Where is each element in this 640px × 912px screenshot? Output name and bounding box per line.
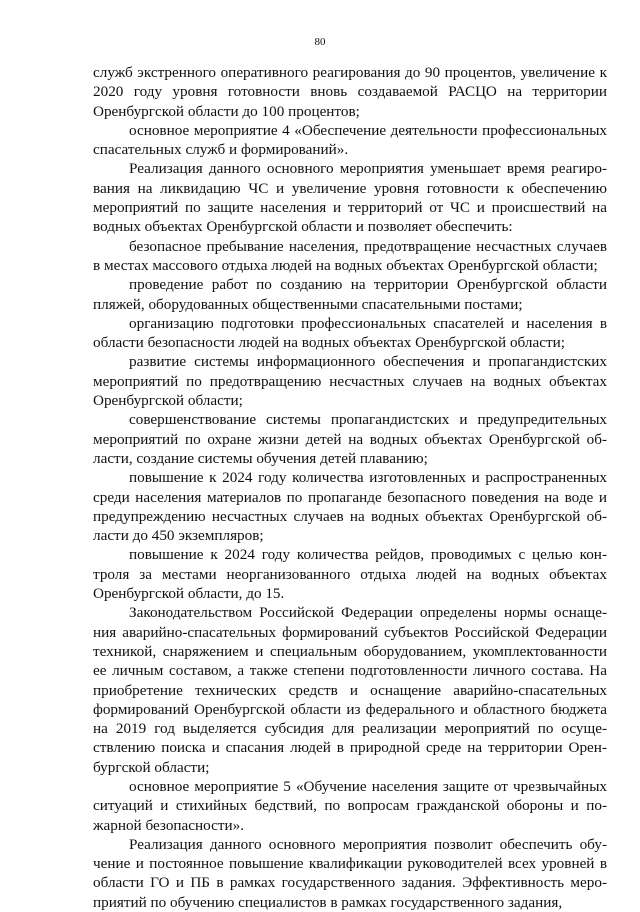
paragraph: служб экстренного оперативного реагирования до 90 процентов, увеличение к 2020 году уровня готовности вновь создаваемой РАСЦО на территории Оренбургской области до 100 процентов; bbox=[93, 64, 607, 120]
paragraph: Реализация данного основного мероприятия уменьшает время реагирования на ликвидацию ЧС и увеличение уровня готовности к обеспечению мероприятий по защите населения и территорий от ЧС и происшествий на водных объектах Оренбургской области и позволяет обеспечить: bbox=[93, 160, 607, 236]
body-text bbox=[93, 63, 607, 912]
paragraph: основное мероприятие 5 «Обучение населения защите от чрезвычайных ситуаций и стихийных бедствий, по вопросам гражданской обороны и пожарной безопасности». bbox=[93, 777, 607, 834]
paragraph: Реализация данного основного мероприятия позволит обеспечить обучение и постоянное повышение квалификации руководителей всех уровней в области ГО и ПБ в рамках государственного задания. Эффективность мероприятий по обучению специалистов в рамках государственного задания, bbox=[93, 835, 607, 911]
paragraph: развитие системы информационного обеспечения и пропагандистских мероприятий по предотвращению несчастных случаев на водных объектах Оренбургской области; bbox=[93, 353, 607, 410]
paragraph: Законодательством Российской Федерации определены нормы оснащения аварийно-спасательных формирований субъектов Российской Федерации техникой, снаряжением и специальным оборудованием, укомплектованности ее личным составом, а также степени подготовленности личного состава. На приобретение технических средств и оснащение аварийно-спасательных формирований Оренбургской области из федерального и областного бюджета на 2019 год выделяется субсидия для реализации мероприятий по осуществлению поиска и спасания людей в природной среде на территории Оренбургской области; bbox=[93, 604, 607, 776]
page-number: 80 bbox=[314, 36, 326, 48]
paragraph: проведение работ по созданию на территории Оренбургской области пляжей, оборудованных общественными спасательными постами; bbox=[93, 276, 607, 313]
paragraph: безопасное пребывание населения, предотвращение несчастных случаев в местах массового отдыха людей на водных объектах Оренбургской области; bbox=[93, 237, 607, 274]
paragraph: совершенствование системы пропагандистских и предупредительных мероприятий по охране жизни детей на водных объектах Оренбургской области, создание системы обучения детей плаванию; bbox=[93, 411, 607, 467]
paragraph: основное мероприятие 4 «Обеспечение деятельности профессиональных спасательных служб и формирований». bbox=[93, 121, 607, 159]
paragraph: повышение к 2024 году количества рейдов, проводимых с целью контроля за местами неорганизованного отдыха людей на водных объектах Оренбургской области, до 15. bbox=[93, 546, 607, 603]
paragraph: организацию подготовки профессиональных спасателей и населения в области безопасности людей на водных объектах Оренбургской области; bbox=[93, 314, 607, 352]
paragraph: повышение к 2024 году количества изготовленных и распространенных среди населения материалов по пропаганде безопасного поведения на воде и предупреждению несчастных случаев на водных объектах Оренбургской области до 450 экземпляров; bbox=[93, 469, 607, 545]
